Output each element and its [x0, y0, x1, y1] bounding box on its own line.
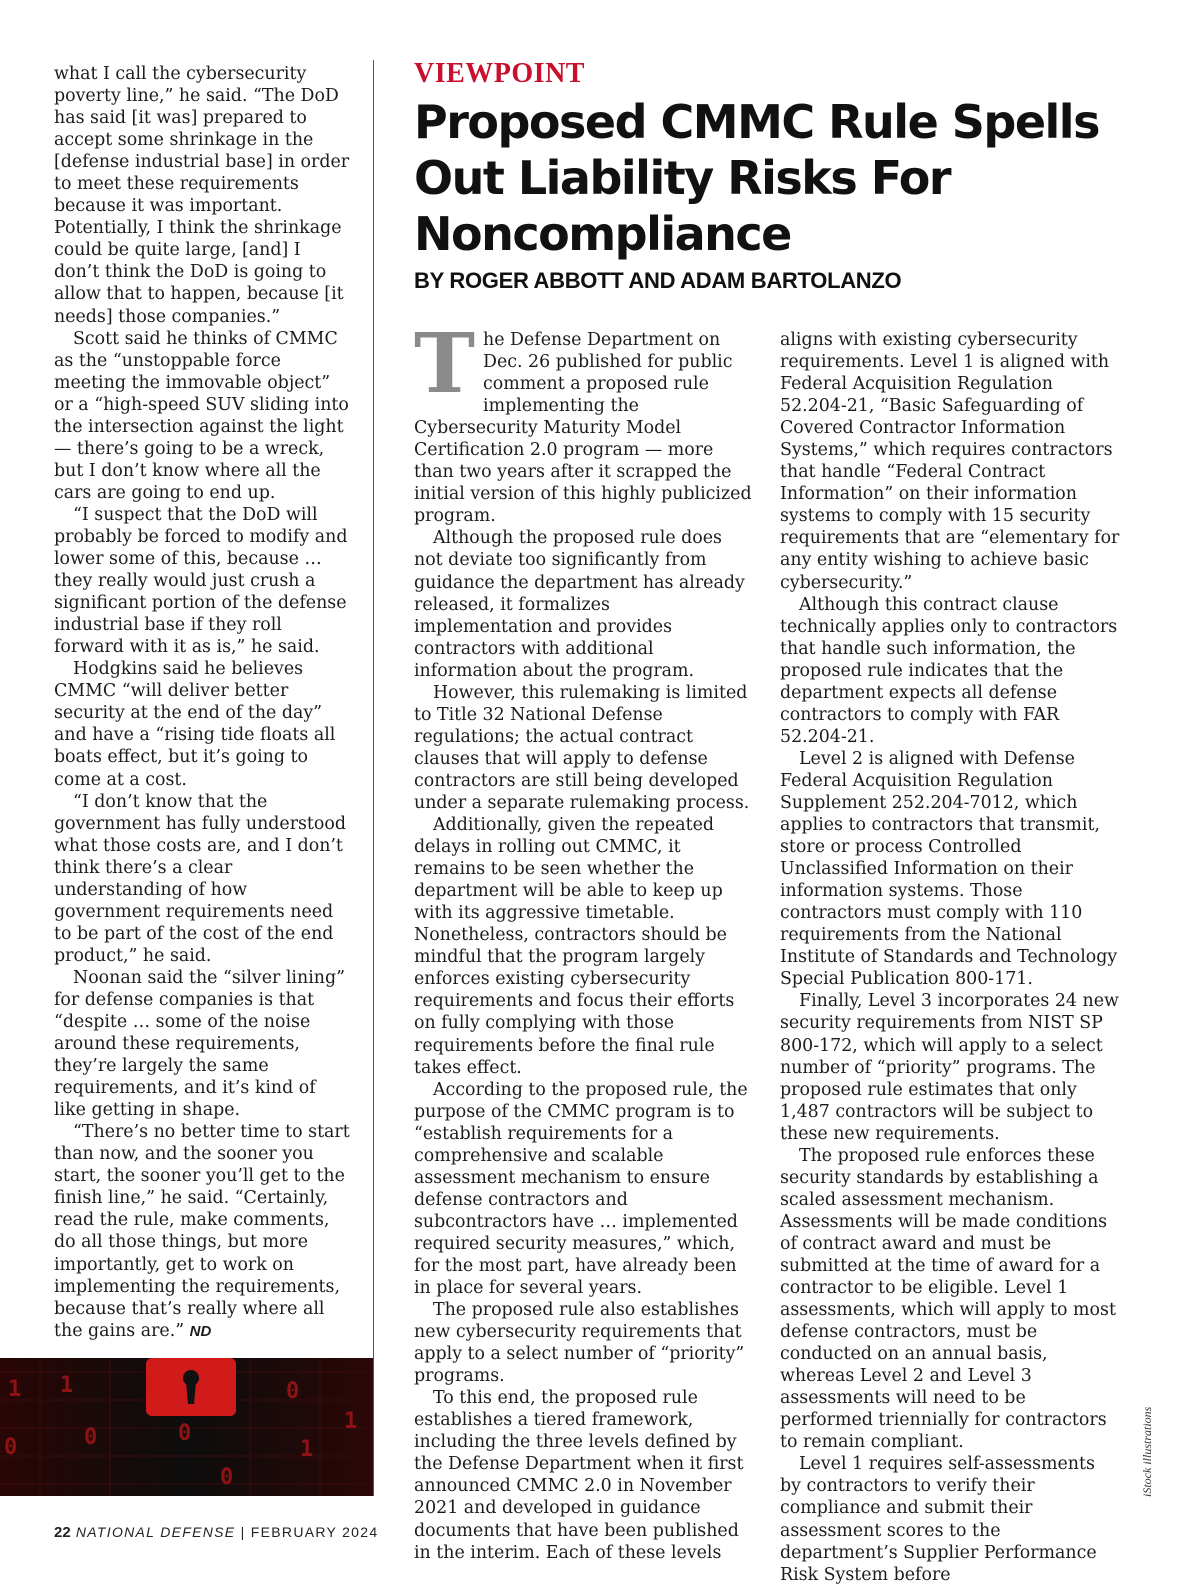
- left-paragraph-last: [54, 1121, 350, 1342]
- lead-paragraph: [414, 316, 754, 527]
- right-paragraph: Finally, Level 3 incorporates 24 new security requirements from NIST SP 800-172, which will apply to a select number of “priority” programs. The proposed rule estimates that only 1,487 contractors will be subject to these new requirements.: [780, 991, 1119, 1144]
- svg-text:0: 0: [286, 1379, 300, 1404]
- middle-paragraph: Although the proposed rule does not deviate too significantly from guidance the department has already released, it formalizes implementation and provides contractors with additional information about the program.: [414, 528, 745, 681]
- left-column: [54, 63, 350, 1343]
- right-column: [780, 329, 1120, 1586]
- svg-text:0: 0: [220, 1465, 234, 1490]
- lead-paragraph-text: he Defense Department on Dec. 26 published for public comment a proposed rule implementing the Cybersecurity Maturity Model Certification 2.0 program — more than two years after it scrapped the initial version of this highly publicized program.: [414, 330, 752, 527]
- magazine-name: NATIONAL DEFENSE: [75, 1524, 236, 1540]
- left-paragraph: Scott said he thinks of CMMC as the “unstoppable force meeting the immovable object” or a “high-speed SUV sliding into the intersection against the light — there’s going to be a wreck, but I don’t know where all the cars are going to end up.: [54, 328, 349, 503]
- svg-text:1: 1: [300, 1437, 314, 1462]
- end-mark: ND: [189, 1322, 212, 1340]
- middle-paragraph: Additionally, given the repeated delays in rolling out CMMC, it remains to be seen whether the department will be able to keep up with its aggressive timetable. Nonetheless, contractors should be mindful that the program largely enforces existing cybersecurity requirements and focus their efforts on fully complying with those requirements before the final rule takes effect.: [414, 815, 735, 1078]
- padlock-illustration-icon: [0, 1358, 373, 1496]
- svg-text:1: 1: [8, 1377, 22, 1402]
- middle-paragraph: However, this rulemaking is limited to Title 32 National Defense regulations; the actual contract clauses that will apply to defense contractors are still being developed under a separate rulemaking process.: [414, 682, 750, 813]
- middle-column: [414, 316, 754, 1564]
- left-paragraph: Noonan said the “silver lining” for defense companies is that “despite … some of the noise around these requirements, they’re largely the same requirements, and it’s kind of like getting in shape.: [54, 967, 345, 1121]
- byline: BY ROGER ABBOTT AND ADAM BARTOLANZO: [414, 268, 902, 293]
- page-footer: [54, 1524, 378, 1541]
- right-paragraph: Level 2 is aligned with Defense Federal Acquisition Regulation Supplement 252.204-7012, which applies to contractors that transmit, store or process Controlled Unclassified Information on their information systems. Those contractors must comply with 110 requirements from the National Institute of Standards and Technology Special Publication 800-171.: [780, 748, 1118, 990]
- left-paragraph: “I don’t know that the government has fully understood what those costs are, and I don’t think there’s a clear understanding of how government requirements need to be part of the cost of the end product,” he said.: [54, 791, 346, 966]
- folio-separator: |: [240, 1524, 246, 1540]
- image-credit: iStock illustrations: [1140, 1406, 1154, 1497]
- drop-cap: T: [414, 316, 476, 412]
- svg-text:1: 1: [344, 1409, 358, 1434]
- page-number: 22: [54, 1524, 71, 1541]
- middle-paragraph: To this end, the proposed rule establishes a tiered framework, including the three levels defined by the Defense Department when it first announced CMMC 2.0 in November 2021 and developed in guidance documents that have been published in the interim. Each of these levels: [414, 1388, 744, 1563]
- left-paragraph: Hodgkins said he believes CMMC “will deliver better security at the end of the day” and have a “rising tide floats all boats effect, but it’s going to come at a cost.: [54, 659, 336, 790]
- svg-text:0: 0: [178, 1421, 192, 1446]
- article-headline: Proposed CMMC Rule Spells Out Liability Risks For Noncompliance: [414, 95, 1099, 261]
- svg-text:1: 1: [60, 1373, 74, 1398]
- left-paragraph: what I call the cybersecurity poverty line,” he said. “The DoD has said [it was] prepared to accept some shrinkage in the [defense industrial base] in order to meet these requirements because it was important. Potentially, I think the shrinkage could be quite large, [and] I don’t think the DoD is going to allow that to happen, because [it needs] those companies.”: [54, 64, 350, 327]
- middle-paragraph: According to the proposed rule, the purpose of the CMMC program is to “establish requirements for a comprehensive and scalable assessment mechanism to ensure defense contractors and subcontractors have … implemented required security measures,” which, for the most part, have already been in place for several years.: [414, 1079, 748, 1299]
- svg-text:0: 0: [84, 1425, 98, 1450]
- left-paragraph: “I suspect that the DoD will probably be forced to modify and lower some of this, because … they really would just crush a significant portion of the defense industrial base if they roll forward with it as is,” he said.: [54, 504, 348, 658]
- section-kicker: VIEWPOINT: [414, 58, 585, 89]
- right-paragraph: The proposed rule enforces these security standards by establishing a scaled assessment mechanism. Assessments will be made conditions of contract award and must be submitted at the time of award for a contractor to be eligible. Level 1 assessments, which will apply to most defense contractors, must be conducted on an annual basis, whereas Level 2 and Level 3 assessments will need to be performed triennially for contractors to remain compliant.: [780, 1145, 1116, 1453]
- issue-date: FEBRUARY 2024: [250, 1524, 379, 1540]
- right-paragraph: aligns with existing cybersecurity requirements. Level 1 is aligned with Federal Acquisition Regulation 52.204-21, “Basic Safeguarding of Covered Contractor Information Systems,” which requires contractors that handle “Federal Contract Information” on their information systems to comply with 15 security requirements that are “elementary for any entity wishing to achieve basic cybersecurity.”: [780, 330, 1120, 593]
- svg-text:0: 0: [4, 1435, 18, 1460]
- right-paragraph: Although this contract clause technically applies only to contractors that handle such information, the proposed rule indicates that the department expects all defense contractors to comply with FAR 52.204-21.: [780, 594, 1118, 747]
- middle-paragraph: The proposed rule also establishes new cybersecurity requirements that apply to a select number of “priority” programs.: [414, 1300, 745, 1387]
- left-paragraph-text: “There’s no better time to start than now, and the sooner you start, the sooner you’ll get to the finish line,” he said. “Certainly, read the rule, make comments, do all those things, but more importantly, get to work on implementing the requirements, because that’s really where all the gains are.”: [54, 1122, 350, 1341]
- column-divider: [373, 60, 374, 1496]
- right-paragraph: Level 1 requires self-assessments by contractors to verify their compliance and submit their assessment scores to the department’s Supplier Performance Risk System before: [780, 1454, 1097, 1585]
